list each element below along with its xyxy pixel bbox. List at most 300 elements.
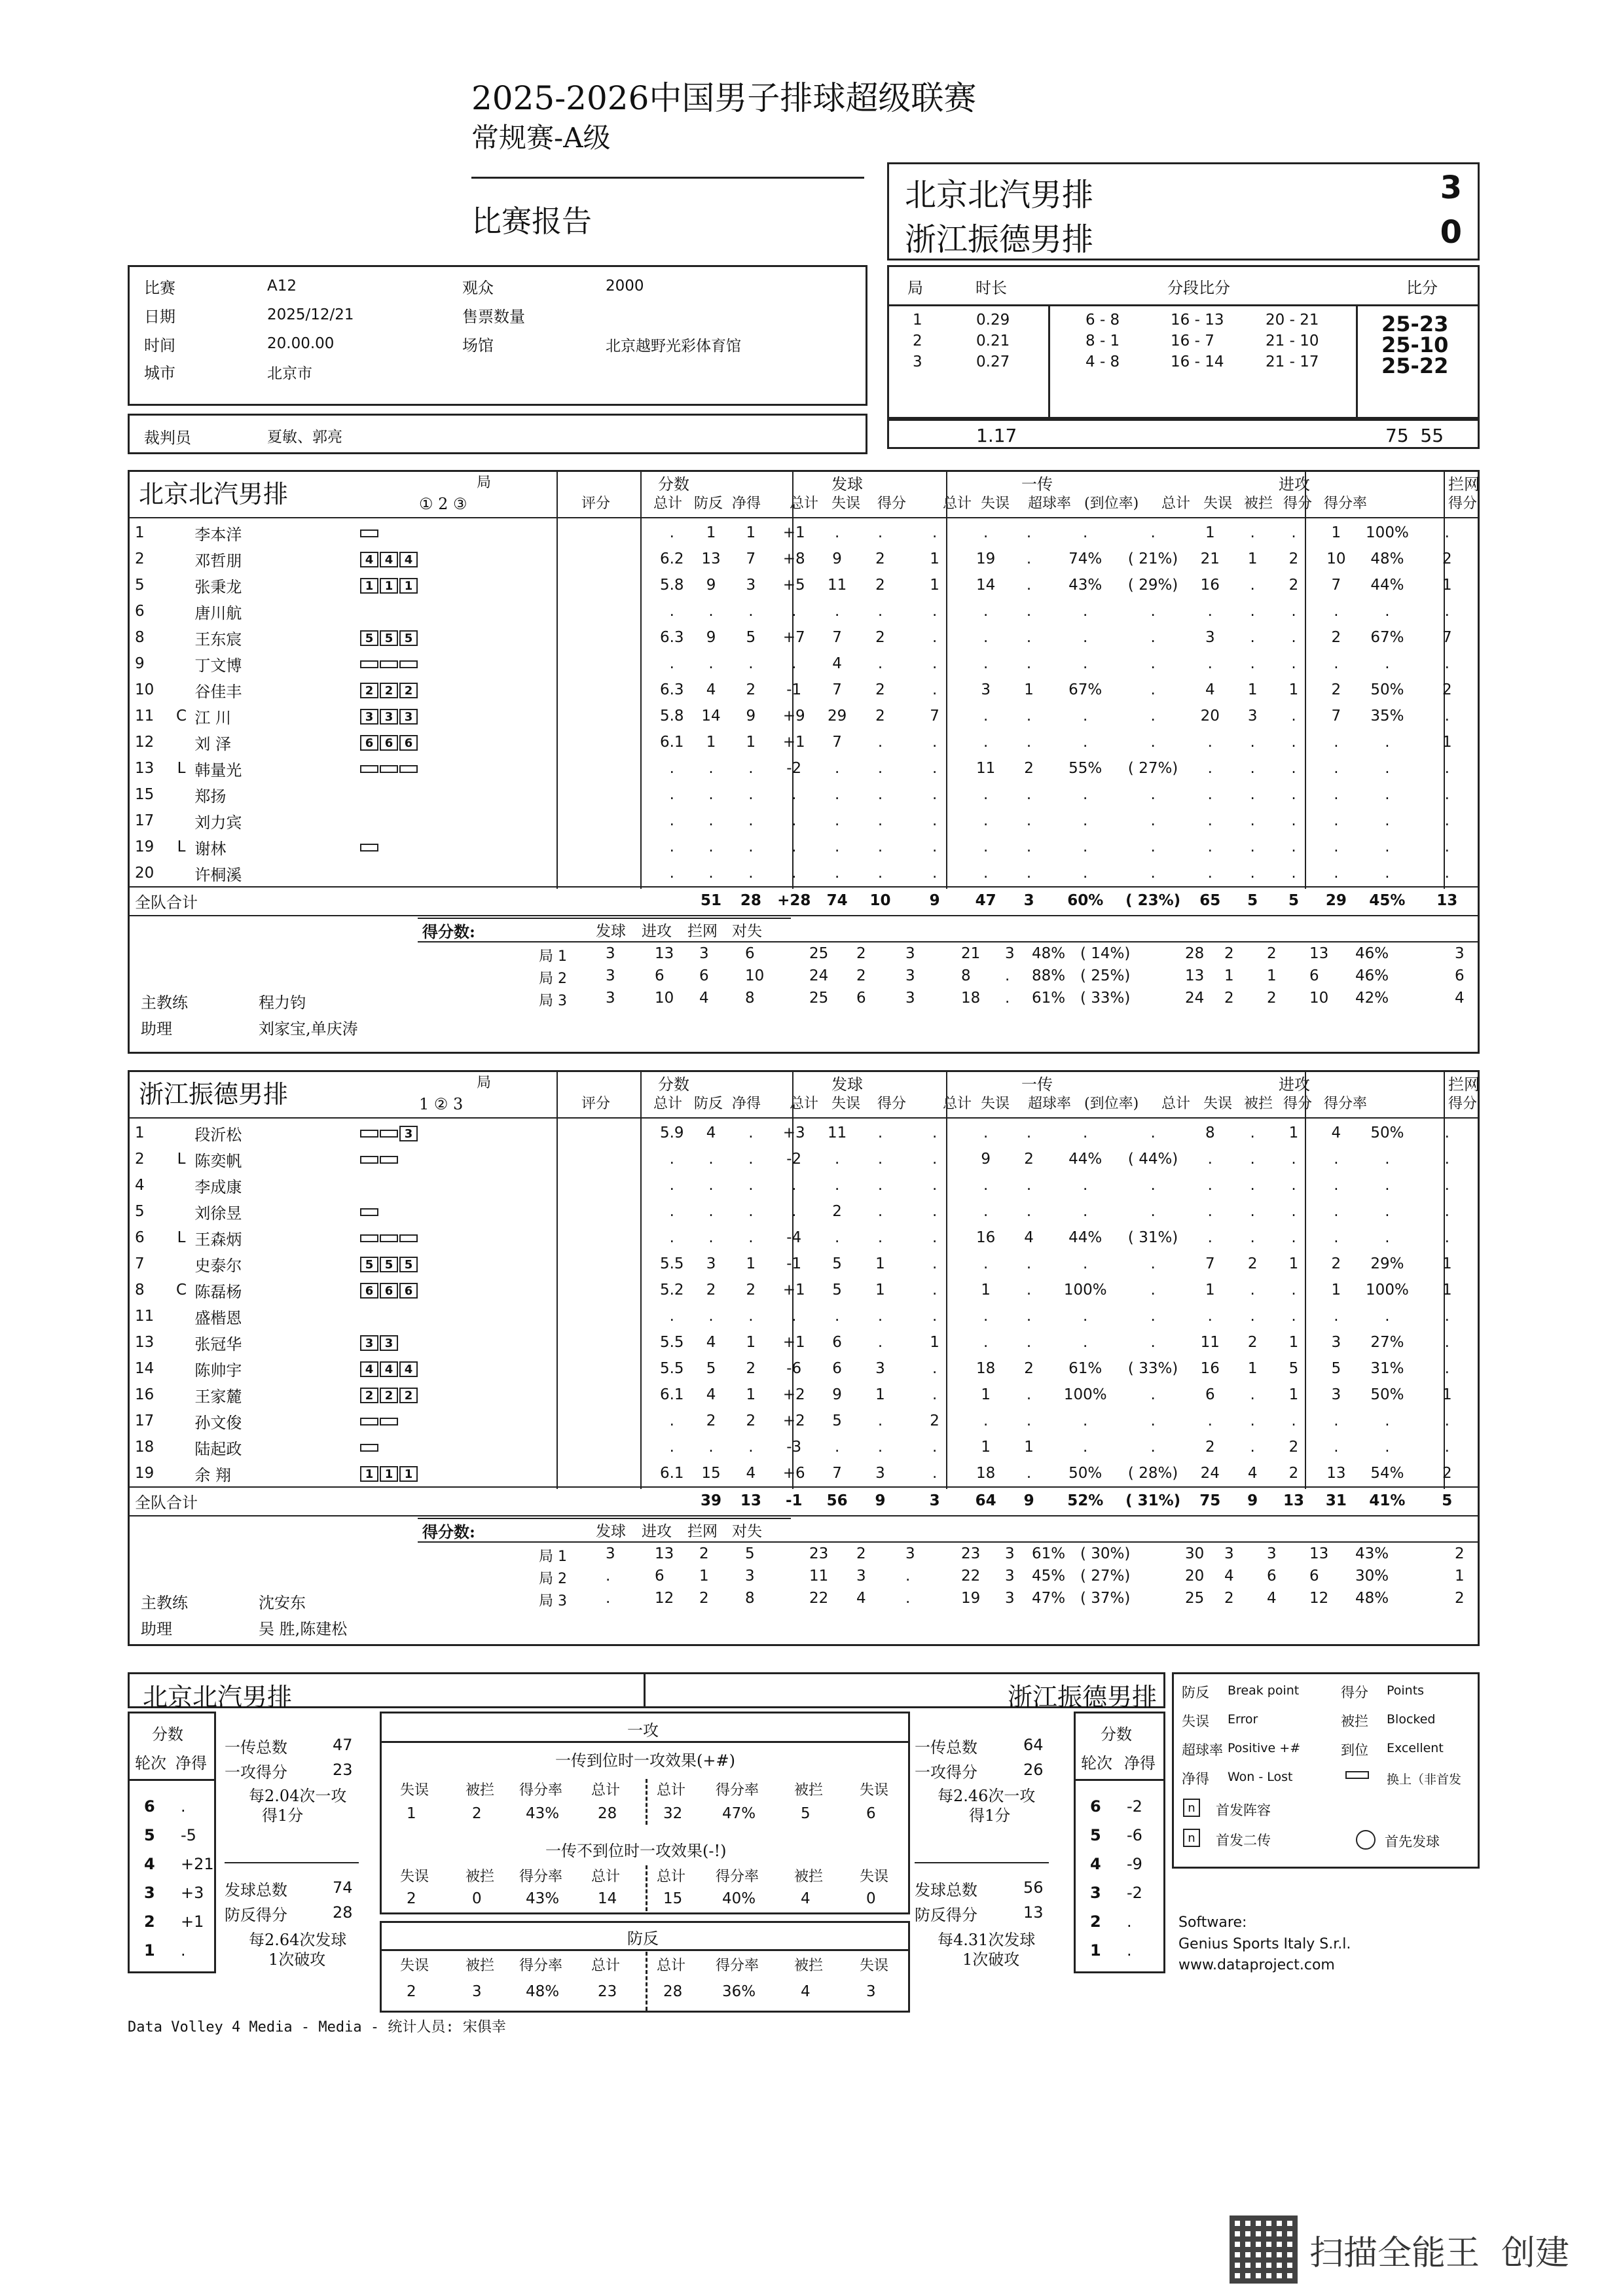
stat-cell: . — [1385, 838, 1390, 855]
stat-cell: . — [748, 1203, 754, 1220]
stat-cell: . — [932, 786, 938, 803]
fa-neg-head: 一传不到位时一攻效果(-!) — [545, 1842, 727, 1860]
set-stat-cell: 13 — [1309, 1545, 1329, 1562]
total-row — [130, 1488, 1477, 1514]
fa-col-head: 被拦 — [465, 1782, 495, 1799]
stat-cell: 1 — [981, 1439, 991, 1456]
legend-term: 防反 — [1182, 1685, 1209, 1700]
player-role — [168, 1198, 195, 1225]
set-stat-cell: 20 — [1185, 1568, 1205, 1585]
stat-cell: . — [669, 786, 674, 803]
stat-cell: . — [1291, 760, 1296, 777]
fa-col-head: 得分率 — [716, 1782, 759, 1799]
points-head: 拦网 — [687, 923, 718, 940]
starting-position-box: 4 — [380, 1361, 398, 1377]
score-team-b: 浙江振德男排 — [905, 221, 1094, 258]
stat-cell: 3 — [1331, 1386, 1341, 1403]
fa-value: 2 — [472, 1805, 482, 1822]
sets-head-duration: 时长 — [976, 279, 1007, 297]
fa-value: 1 — [407, 1805, 416, 1822]
stat-cell: . — [1026, 734, 1032, 751]
stat-cell: . — [1250, 812, 1255, 829]
stat-cell: . — [1150, 1203, 1156, 1220]
stat-cell: . — [1250, 734, 1255, 751]
stat-cell: . — [932, 1177, 938, 1194]
stat-cell: . — [669, 524, 674, 541]
stat-cell: ( 31%) — [1127, 1229, 1178, 1246]
legend-desc: Break point — [1228, 1683, 1300, 1698]
fa-value: 4 — [801, 1983, 811, 2000]
stat-cell: 18 — [976, 1360, 996, 1377]
col-head-a_pct: 得分率 — [1324, 1096, 1368, 1112]
stat-cell: 2 — [1331, 629, 1341, 646]
table-row — [130, 546, 1477, 572]
legend-desc: Positive +# — [1228, 1741, 1301, 1755]
set-stat-cell: 45% — [1032, 1568, 1066, 1585]
sets-dur-cell: 0.27 — [976, 353, 1010, 370]
total-points: 75 55 — [1385, 425, 1444, 446]
stat-cell: . — [708, 655, 714, 672]
stat-cell: 2 — [1331, 681, 1341, 698]
stat-cell: . — [1150, 1255, 1156, 1272]
set-stat-cell: 48% — [1032, 945, 1066, 962]
points-head: 对失 — [732, 1523, 762, 1540]
stat-cell: -4 — [786, 1229, 802, 1246]
stat-cell: . — [932, 1229, 938, 1246]
rotation-net: . — [1127, 1912, 1132, 1931]
legend-term: 净得 — [1182, 1771, 1209, 1787]
stat-cell: 4 — [1205, 681, 1215, 698]
stat-cell: . — [1083, 786, 1088, 803]
rotation-number: 1 — [144, 1941, 155, 1960]
starting-position-box: 5 — [360, 1257, 378, 1272]
player-name: 陈帅宇 — [194, 1361, 242, 1380]
stat-cell: . — [1250, 1203, 1255, 1220]
total-cell: 13 — [1436, 892, 1458, 909]
set-points-cell: 2 — [699, 1545, 709, 1562]
stat-cell: 5 — [832, 1282, 842, 1299]
player-name: 刘 泽 — [194, 734, 231, 753]
player-name: 张秉龙 — [194, 577, 242, 596]
set-stat-cell: 46% — [1355, 967, 1389, 984]
group-head-recv_grp: 一传 — [1021, 475, 1053, 493]
set-points-cell: 10 — [745, 967, 765, 984]
stat-cell: . — [748, 760, 754, 777]
set-stat-cell: 13 — [1185, 967, 1205, 984]
stat-cell: . — [983, 524, 989, 541]
stat-cell: . — [1207, 1151, 1213, 1168]
stat-cell: 5.2 — [659, 1282, 684, 1299]
points-label: 得分数: — [422, 922, 475, 941]
rot-sub2-left: 净得 — [175, 1754, 207, 1772]
stat-cell: 29% — [1370, 1255, 1404, 1272]
starting-position-box: 6 — [380, 1283, 398, 1299]
stat-cell: . — [1385, 1203, 1390, 1220]
player-number: 2 — [135, 550, 145, 567]
player-name: 唐川航 — [194, 603, 242, 622]
stat-cell: . — [1444, 1334, 1450, 1351]
stat-cell: 74% — [1068, 550, 1103, 567]
points-label: 得分数: — [422, 1522, 475, 1541]
total-cell: 3 — [1023, 892, 1034, 909]
stat-cell: . — [877, 865, 883, 882]
player-number: 8 — [135, 1282, 145, 1299]
footer-statistician: Data Volley 4 Media - Media - 统计人员: 宋俱幸 — [128, 2019, 506, 2036]
player-role — [168, 1251, 195, 1277]
fa-value: 6 — [866, 1805, 876, 1822]
stat-cell: . — [1444, 1151, 1450, 1168]
stat-cell: . — [792, 812, 797, 829]
stat-cell: . — [1150, 603, 1156, 620]
player-role — [168, 1355, 195, 1382]
stat-cell: 1 — [1442, 1255, 1452, 1272]
set-row-label: 局 2 — [539, 1571, 567, 1587]
stat-cell: . — [1207, 1203, 1213, 1220]
stat-cell: . — [1334, 760, 1339, 777]
stat-cell: . — [932, 1124, 938, 1141]
starting-position-box: 2 — [360, 683, 378, 698]
table-row — [130, 860, 1477, 886]
rotation-cell — [321, 677, 560, 703]
set-points-cell: 13 — [655, 1545, 674, 1562]
player-number: 4 — [135, 1177, 145, 1194]
group-head-att_grp: 进攻 — [1279, 1075, 1310, 1094]
stat-cell: . — [1026, 1177, 1032, 1194]
player-number: 19 — [135, 838, 155, 855]
rotation-cell — [321, 755, 560, 781]
stat-cell: . — [1334, 1177, 1339, 1194]
stat-cell: . — [669, 603, 674, 620]
rotation-cell — [321, 1408, 560, 1434]
col-head-s_tot: 总计 — [790, 1096, 819, 1112]
stat-cell: 1 — [746, 1386, 756, 1403]
rotation-number: 6 — [1090, 1797, 1101, 1816]
fa-value: 28 — [663, 1983, 683, 2000]
stat-cell: -1 — [786, 681, 802, 698]
player-number: 5 — [135, 577, 145, 594]
stat-cell: . — [1444, 1177, 1450, 1194]
stat-cell: . — [1150, 708, 1156, 725]
stat-cell: . — [708, 1308, 714, 1325]
stat-cell: . — [1385, 1151, 1390, 1168]
player-role — [168, 1172, 195, 1198]
venue-value: 北京越野光彩体育馆 — [606, 338, 741, 355]
total-cell: ( 31%) — [1125, 1492, 1181, 1509]
stat-cell: . — [1026, 1308, 1032, 1325]
starting-position-box: 1 — [380, 1466, 398, 1482]
set-stat-cell: 3 — [905, 967, 915, 984]
stat-cell: . — [1444, 1124, 1450, 1141]
legend-desc: Blocked — [1387, 1712, 1436, 1727]
stat-cell: . — [877, 1151, 883, 1168]
starting-position-box: 5 — [399, 630, 418, 646]
rotation-net: . — [1127, 1941, 1132, 1960]
software-url[interactable]: www.dataproject.com — [1178, 1957, 1335, 1973]
stat-cell: . — [1207, 865, 1213, 882]
col-head-r_exc: (到位率) — [1084, 1096, 1139, 1112]
set-stat-cell: 24 — [809, 967, 829, 984]
col-head-s_err: 失误 — [831, 1096, 861, 1112]
stat-cell: . — [748, 1124, 754, 1141]
stat-cell: . — [1334, 1203, 1339, 1220]
left-fa-note2: 得1分 — [262, 1806, 304, 1825]
rotation-cell — [321, 1225, 560, 1251]
stat-cell: . — [1083, 734, 1088, 751]
stat-cell: 3 — [1247, 708, 1258, 725]
points-head: 拦网 — [687, 1523, 718, 1540]
stat-cell: 44% — [1068, 1229, 1103, 1246]
substitute-bar-icon — [360, 529, 378, 537]
starting-position-box: 5 — [360, 630, 378, 646]
total-cell: 41% — [1369, 1492, 1406, 1509]
player-role — [168, 1120, 195, 1146]
stat-cell: . — [1150, 786, 1156, 803]
stat-cell: 7 — [1331, 577, 1341, 594]
stat-cell: . — [1334, 655, 1339, 672]
col-head-a_blk: 被拦 — [1244, 495, 1273, 512]
set-stat-cell: ( 33%) — [1080, 990, 1131, 1007]
right-bp-note2: 1次破攻 — [962, 1950, 1020, 1969]
stat-cell: +1 — [782, 1282, 805, 1299]
stat-cell: . — [1207, 1412, 1213, 1429]
stat-cell: 1 — [1288, 1255, 1299, 1272]
stat-cell: . — [877, 1203, 883, 1220]
sets-p1-cell: 8 - 1 — [1085, 332, 1120, 350]
summary-right-rotation — [1074, 1712, 1165, 1973]
player-name: 李本洋 — [194, 525, 242, 544]
fa-col-head: 被拦 — [465, 1869, 495, 1885]
stat-cell: . — [932, 838, 938, 855]
left-bp-note2: 1次破攻 — [268, 1950, 326, 1969]
substitute-bar-icon — [399, 1234, 418, 1242]
stat-cell: . — [983, 865, 989, 882]
stat-cell: . — [792, 865, 797, 882]
stat-cell: +1 — [782, 524, 805, 541]
player-number: 19 — [135, 1465, 155, 1482]
table-row — [130, 781, 1477, 808]
stat-cell: . — [1207, 1229, 1213, 1246]
stat-cell: . — [834, 603, 840, 620]
stat-cell: . — [1334, 1151, 1339, 1168]
left-bp-note1: 每2.64次发球 — [249, 1931, 347, 1949]
set-stat-cell: 2 — [1224, 945, 1234, 962]
legend-desc: Excellent — [1387, 1741, 1444, 1755]
rot-head-left: 分数 — [152, 1725, 183, 1744]
legend-desc: Error — [1228, 1712, 1258, 1727]
stat-cell: 5 — [832, 1255, 842, 1272]
rotation-marks — [360, 683, 418, 698]
stat-cell: . — [748, 1229, 754, 1246]
total-label: 全队合计 — [135, 893, 198, 912]
stat-cell: . — [983, 603, 989, 620]
summary-team-a: 北京北汽男排 — [143, 1683, 293, 1712]
right-recv-tot: 64 — [1023, 1736, 1044, 1754]
stat-cell: . — [708, 760, 714, 777]
player-number: 5 — [135, 1203, 145, 1220]
table-row — [130, 1172, 1477, 1198]
player-role — [168, 860, 195, 886]
stat-cell: . — [1334, 1412, 1339, 1429]
col-head-s_pts: 得分 — [877, 1096, 907, 1112]
group-head-blk_grp: 拦网 — [1448, 1075, 1480, 1094]
rotation-net: +3 — [181, 1884, 204, 1902]
stat-cell: . — [1026, 655, 1032, 672]
starting-position-box: 3 — [399, 709, 418, 725]
bp-head: 防反 — [627, 1929, 659, 1948]
stat-cell: . — [1150, 838, 1156, 855]
rotation-marks — [360, 578, 418, 594]
starting-position-box: 5 — [399, 1257, 418, 1272]
stat-cell: . — [877, 760, 883, 777]
player-role — [168, 677, 195, 703]
stat-cell: . — [932, 760, 938, 777]
stat-cell: 67% — [1370, 629, 1404, 646]
sets-set-cell: 3 — [913, 353, 922, 370]
stat-cell: . — [1250, 603, 1255, 620]
stat-cell: . — [1083, 655, 1088, 672]
rotation-marks — [360, 1440, 378, 1452]
assistant-label: 助理 — [141, 1020, 172, 1038]
stat-cell: . — [983, 1308, 989, 1325]
col-head-r_tot: 总计 — [943, 1096, 972, 1112]
substitute-bar-icon — [360, 660, 378, 668]
stat-cell: 4 — [1024, 1229, 1034, 1246]
player-number: 20 — [135, 865, 155, 882]
stat-cell: . — [708, 1439, 714, 1456]
player-table — [130, 1120, 1477, 1486]
stat-cell: . — [1250, 577, 1255, 594]
fa-value: 43% — [526, 1890, 560, 1907]
group-head-att_grp: 进攻 — [1279, 475, 1310, 493]
set-head: 局 — [477, 475, 492, 491]
stat-cell: . — [1026, 1255, 1032, 1272]
table-row — [130, 1277, 1477, 1303]
sets-p2-cell: 16 - 13 — [1171, 312, 1224, 329]
stat-cell: 2 — [746, 1360, 756, 1377]
stat-cell: . — [1026, 1412, 1032, 1429]
stat-cell: . — [877, 1334, 883, 1351]
stat-cell: 13 — [1326, 1465, 1346, 1482]
rotation-marks — [360, 1335, 398, 1351]
rotation-number: 2 — [144, 1912, 155, 1931]
rotation-cell — [321, 1120, 560, 1146]
stat-cell: . — [932, 1465, 938, 1482]
stat-cell: . — [834, 1151, 840, 1168]
table-row — [130, 1225, 1477, 1251]
stat-cell: . — [877, 734, 883, 751]
stat-cell: . — [1385, 603, 1390, 620]
stat-cell: 2 — [746, 1282, 756, 1299]
page-subtitle: 常规赛-A级 — [471, 122, 611, 154]
rotation-cell — [321, 624, 560, 651]
rotation-net: -2 — [1127, 1797, 1142, 1816]
stat-cell: . — [834, 1177, 840, 1194]
fa-col-head: 总计 — [657, 1869, 686, 1885]
set-stat-cell: 23 — [809, 1545, 829, 1562]
stat-cell: . — [1444, 812, 1450, 829]
audience-label: 观众 — [462, 279, 494, 297]
summary-team-b: 浙江振德男排 — [1007, 1683, 1157, 1712]
points-head: 发球 — [596, 1523, 626, 1540]
rotation-cell — [321, 1277, 560, 1303]
player-role — [168, 1408, 195, 1434]
starting-position-box: 2 — [380, 683, 398, 698]
rotation-net: -9 — [1127, 1855, 1142, 1873]
set-stat-cell: 10 — [1309, 990, 1329, 1007]
stat-cell: . — [748, 865, 754, 882]
stat-cell: 29 — [827, 708, 847, 725]
col-head-a_tot: 总计 — [1161, 1096, 1191, 1112]
rotation-marks — [360, 1388, 418, 1403]
time-value: 20.00.00 — [267, 335, 335, 352]
stat-cell: . — [932, 681, 938, 698]
stat-cell: . — [1291, 603, 1296, 620]
set-stat-cell: 1 — [1267, 967, 1277, 984]
sets-p3-cell: 21 - 17 — [1266, 353, 1319, 370]
left-bp-pts-label: 防反得分 — [225, 1906, 287, 1924]
stat-cell: . — [748, 1308, 754, 1325]
stat-cell: . — [1250, 1151, 1255, 1168]
stat-cell: 3 — [1205, 629, 1215, 646]
rotation-number: 2 — [1090, 1912, 1101, 1931]
set-stat-cell: . — [905, 1590, 911, 1607]
player-role — [168, 520, 195, 546]
stat-cell: . — [1385, 1177, 1390, 1194]
stat-cell: . — [983, 812, 989, 829]
set-stat-cell: 47% — [1032, 1590, 1066, 1607]
stat-cell: . — [877, 1308, 883, 1325]
report-title: 比赛报告 — [471, 204, 592, 239]
player-number: 11 — [135, 708, 155, 725]
set-stat-cell: 3 — [856, 1568, 866, 1585]
set-stat-cell: 3 — [1455, 945, 1465, 962]
total-cell: 9 — [929, 892, 940, 909]
stat-cell: 5.8 — [659, 577, 684, 594]
player-number: 17 — [135, 812, 155, 829]
table-row — [130, 520, 1477, 546]
stat-cell: 1 — [746, 1255, 756, 1272]
stat-cell: . — [1150, 629, 1156, 646]
col-head-a_pct: 得分率 — [1324, 495, 1368, 512]
set-stat-cell: ( 14%) — [1080, 945, 1131, 962]
summary-break-point — [380, 1921, 910, 2013]
stat-cell: 1 — [1247, 1360, 1258, 1377]
set-points-cell: 6 — [745, 945, 755, 962]
stat-cell: 50% — [1370, 681, 1404, 698]
set-stat-cell: 25 — [1185, 1590, 1205, 1607]
stat-cell: 54% — [1370, 1465, 1404, 1482]
total-row — [130, 888, 1477, 914]
match-info-box — [128, 265, 867, 406]
stat-cell: . — [1026, 708, 1032, 725]
col-head-b_pts: 得分 — [1448, 495, 1478, 512]
fa-value: 0 — [472, 1890, 482, 1907]
rotation-marks — [360, 1126, 418, 1141]
stat-cell: 2 — [1247, 1334, 1258, 1351]
total-cell: 9 — [1247, 1492, 1258, 1509]
table-row — [130, 1303, 1477, 1329]
rotation-number: 4 — [144, 1855, 155, 1873]
sets-score-cell: 25-23 — [1381, 312, 1449, 336]
stat-cell: 48% — [1370, 550, 1404, 567]
stat-cell: . — [1207, 760, 1213, 777]
total-cell: 10 — [869, 892, 891, 909]
rotation-marks — [360, 1230, 418, 1242]
substitute-bar-icon — [360, 1208, 378, 1216]
substitute-bar-icon — [399, 765, 418, 773]
stat-cell: . — [708, 865, 714, 882]
stat-cell: 1 — [746, 734, 756, 751]
